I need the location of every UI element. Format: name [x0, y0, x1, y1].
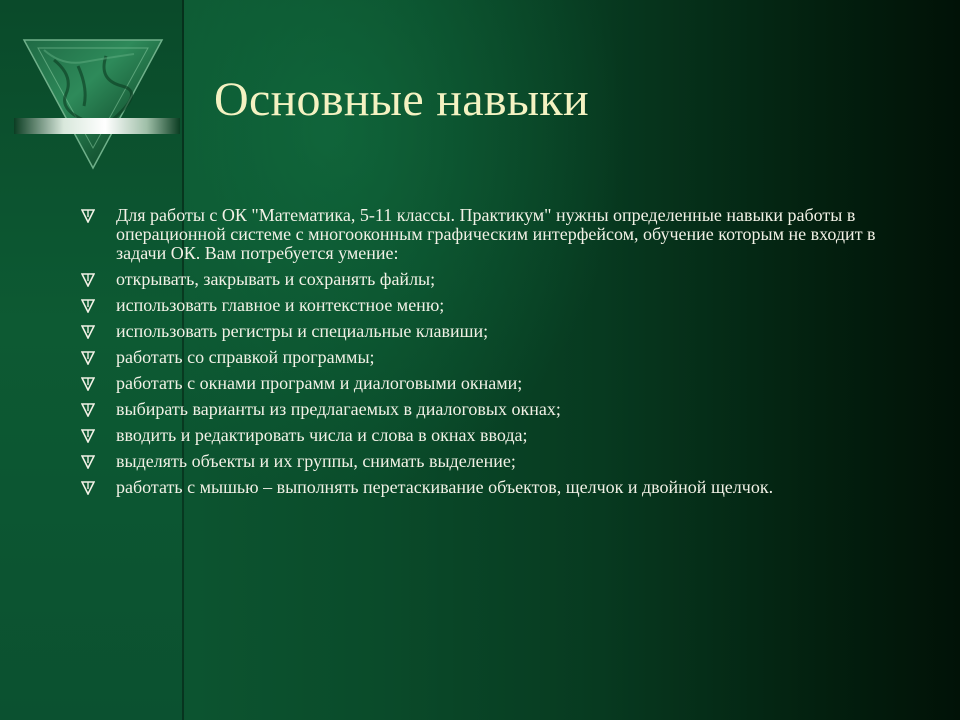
triangle-bullet-icon [81, 455, 95, 469]
list-item [80, 206, 880, 263]
list-item [80, 348, 880, 367]
list-item [80, 426, 880, 445]
green-marble-triangle-icon [14, 36, 180, 170]
list-item [80, 478, 880, 497]
triangle-bullet-icon [81, 273, 95, 287]
bullet-list [80, 206, 880, 504]
bullet-text: работать с окнами программ и диалоговыми окнами; [116, 373, 523, 393]
triangle-bullet-icon [81, 299, 95, 313]
list-item [80, 400, 880, 419]
triangle-bullet-icon [81, 429, 95, 443]
bullet-text: открывать, закрывать и сохранять файлы; [116, 269, 436, 289]
triangle-bullet-icon [81, 351, 95, 365]
bullet-text: использовать регистры и специальные клавиши; [116, 321, 489, 341]
list-item [80, 322, 880, 341]
triangle-bullet-icon [81, 403, 95, 417]
bullet-text: работать со справкой программы; [116, 347, 375, 367]
slide-title: Основные навыки [214, 73, 589, 126]
bullet-text: вводить и редактировать числа и слова в окнах ввода; [116, 425, 528, 445]
bullet-text: Для работы с ОК "Математика, 5-11 классы. Практикум" нужны определенные навыки работы в операционной системе с многооконным графическим интерфейсом, обучение которым не входит в задачи ОК. Вам потребуется умение: [116, 205, 876, 263]
list-item [80, 452, 880, 471]
triangle-bullet-icon [81, 325, 95, 339]
list-item [80, 374, 880, 393]
list-item [80, 270, 880, 289]
bullet-text: выделять объекты и их группы, снимать выделение; [116, 451, 516, 471]
bullet-text: работать с мышью – выполнять перетаскивание объектов, щелчок и двойной щелчок. [116, 477, 774, 497]
triangle-bullet-icon [81, 209, 95, 223]
bullet-text: использовать главное и контекстное меню; [116, 295, 445, 315]
bullet-text: выбирать варианты из предлагаемых в диалоговых окнах; [116, 399, 561, 419]
triangle-bullet-icon [81, 481, 95, 495]
triangle-bullet-icon [81, 377, 95, 391]
list-item [80, 296, 880, 315]
